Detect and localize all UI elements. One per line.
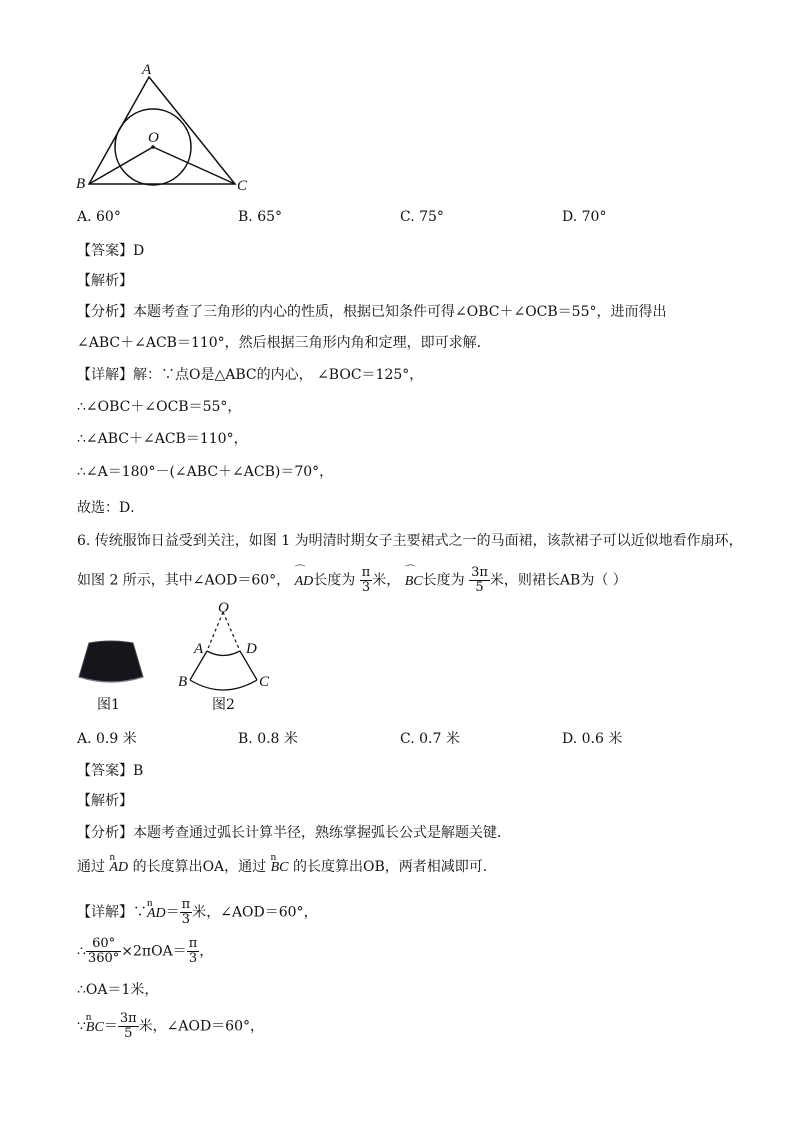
q5-detail-line1: 【详解】解：∵点O是△ABC的内心， ∠BOC＝125°， (77, 367, 424, 383)
fraction-pi-over-3: $\frac{\pi}{3}$ (361, 565, 371, 595)
label-b: B (76, 176, 86, 192)
q5-analysis-label: 【解析】 (77, 273, 133, 289)
q6-option-c: C. 0.7 米 (400, 731, 460, 747)
q5-detail-line3: ∴∠ABC＋∠ACB＝110°， (77, 431, 248, 447)
skirt-shape (79, 641, 143, 682)
arc-bc-detail: n BC (86, 1019, 104, 1037)
triangle-abc (89, 77, 235, 184)
q6-stem-line1: 6. 传统服饰日益受到关注，如图 1 为明清时期女子主要裙式之一的马面裙，该款裙子可以近似地看作扇环， (77, 533, 743, 549)
q6-detail-line3: ∴OA＝1米， (77, 982, 159, 998)
q6-stem-line2: 如图 2 所示，其中∠AOD＝60°， ⌒ AD长度为 $\frac{\pi}{3}$ 米， ⌒ BC长度为 $\frac{3\pi}{5}$ 米，则裙长AB为（ ） (77, 566, 627, 595)
q5-detail-line2: ∴∠OBC＋∠OCB＝55°， (77, 399, 242, 415)
q6-option-b: B. 0.8 米 (238, 731, 298, 747)
label-c2: C (259, 674, 270, 690)
q6-analysis-label: 【解析】 (77, 793, 133, 809)
label-a2: A (194, 641, 204, 657)
skirt-figure (75, 635, 147, 690)
arc-inner (207, 651, 240, 656)
dashed-od (223, 612, 240, 651)
fraction-pi-over-3-detail: $\frac{\pi}{3}$ (181, 897, 191, 927)
q6-answer: 【答案】B (77, 763, 144, 779)
fraction-3pi-over-5: $\frac{3\pi}{5}$ (471, 565, 488, 595)
caption-fig2: 图2 (212, 697, 235, 713)
q6-option-d: D. 0.6 米 (562, 731, 623, 747)
q5-option-c: C. 75° (400, 209, 444, 225)
q6-option-a: A. 0.9 米 (77, 731, 137, 747)
arc-outer (190, 680, 257, 690)
arc-bc: ⌒ BC (405, 573, 423, 591)
label-c: C (237, 178, 248, 194)
triangle-incircle-figure (70, 60, 260, 195)
dashed-oa (207, 612, 223, 651)
label-o: O (148, 130, 159, 146)
arc-ad-ref: n AD (109, 859, 128, 877)
arc-bc-ref: n BC (271, 859, 289, 877)
arc-ad-detail: n AD (147, 905, 166, 923)
q5-fenxi-line2: ∠ABC＋∠ACB＝110°，然后根据三角形内角和定理，即可求解． (77, 335, 491, 351)
q6-detail-line4: ∵n BC＝ $\frac{3\pi}{5}$ 米，∠AOD＝60°， (77, 1012, 264, 1041)
q5-option-b: B. 65° (238, 209, 283, 225)
fraction-3pi-over-5-detail: $\frac{3\pi}{5}$ (119, 1011, 137, 1041)
q6-tongguo-line: 通过 n AD 的长度算出OA，通过 n BC 的长度算出OB，两者相减即可． (77, 858, 497, 877)
sector-ring-figure (170, 600, 280, 695)
fraction-60-over-360: $\frac{60^\circ}{360^\circ}$ (87, 936, 120, 966)
q5-option-d: D. 70° (562, 209, 607, 225)
label-o2: O (218, 600, 229, 616)
q6-detail-line2: ∴ $\frac{60^\circ}{360^\circ}$ ×2πOA＝ $\frac{\pi}{3}$ ， (77, 936, 214, 966)
q6-detail-line1: 【详解】∵n AD＝ $\frac{\pi}{3}$ 米，∠AOD＝60°， (77, 898, 318, 927)
q5-option-a: A. 60° (77, 209, 121, 225)
label-a: A (142, 62, 152, 78)
q6-fenxi: 【分析】本题考查通过弧长计算半径，熟练掌握弧长公式是解题关键． (77, 825, 511, 841)
label-b2: B (178, 674, 188, 690)
caption-fig1: 图1 (97, 697, 120, 713)
label-d2: D (246, 641, 257, 657)
fraction-pi-over-3-eq: $\frac{\pi}{3}$ (188, 936, 198, 966)
q5-detail-line4: ∴∠A＝180°－(∠ABC＋∠ACB)＝70°， (77, 464, 334, 480)
q5-choose: 故选：D． (77, 500, 145, 516)
q5-answer: 【答案】D (77, 243, 145, 259)
segment-oc (153, 147, 235, 184)
q5-fenxi-line1: 【分析】本题考查了三角形的内心的性质，根据已知条件可得∠OBC＋∠OCB＝55°，进而得出 (77, 304, 667, 320)
arc-ad: ⌒ AD (295, 573, 314, 591)
